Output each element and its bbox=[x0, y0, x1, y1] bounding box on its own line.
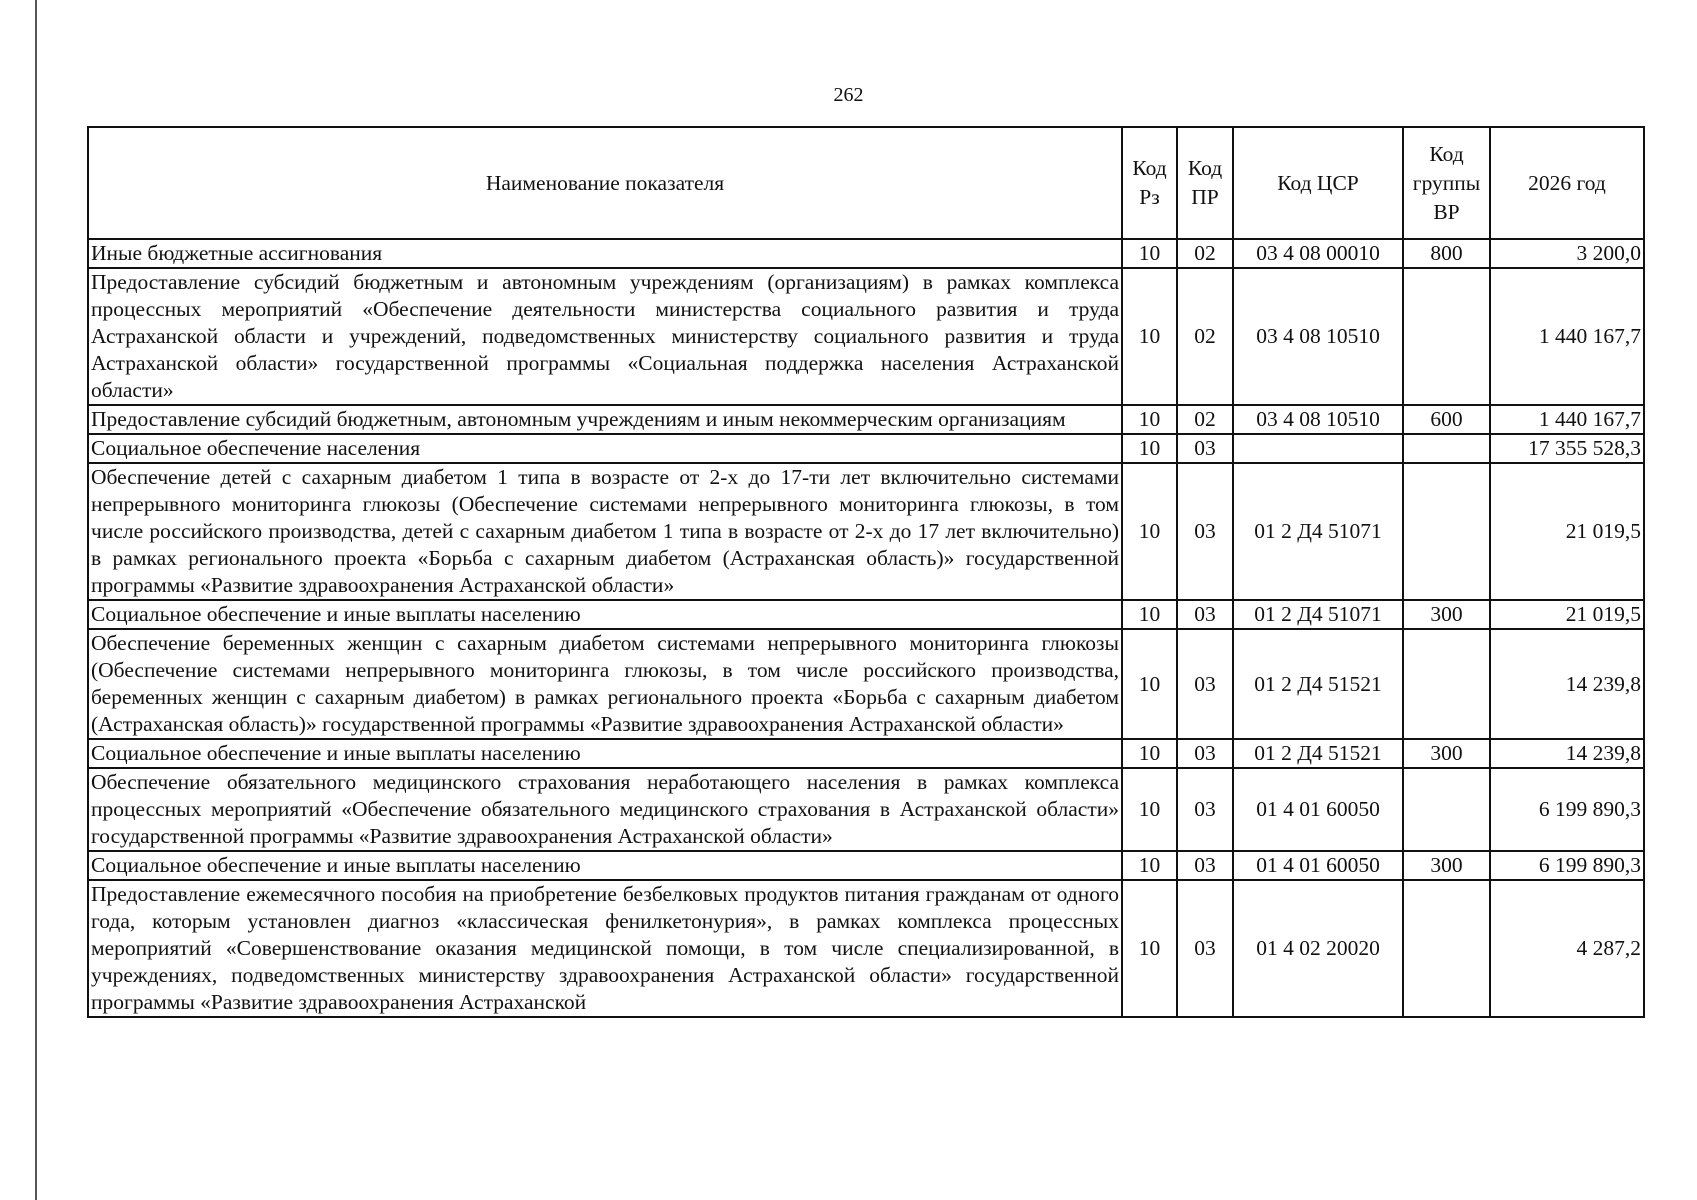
row-name: Обеспечение обязательного медицинского страхования неработающего населения в рамках комплекса процессных мероприятий «Обеспечение обязательного медицинского страхования в Астраханской области» государственной программы «Развитие здравоохранения Астраханской области» bbox=[88, 768, 1122, 851]
row-rz: 10 bbox=[1122, 268, 1177, 405]
table-row bbox=[88, 239, 1644, 268]
row-csr: 01 2 Д4 51521 bbox=[1233, 739, 1403, 768]
row-pr: 03 bbox=[1177, 463, 1233, 600]
row-pr: 03 bbox=[1177, 434, 1233, 463]
row-csr: 01 2 Д4 51071 bbox=[1233, 600, 1403, 629]
header-vr: Код группы ВР bbox=[1403, 127, 1490, 239]
table-row bbox=[88, 880, 1644, 1017]
row-pr: 03 bbox=[1177, 600, 1233, 629]
table-row bbox=[88, 600, 1644, 629]
row-value: 21 019,5 bbox=[1490, 463, 1644, 600]
row-rz: 10 bbox=[1122, 629, 1177, 739]
row-rz: 10 bbox=[1122, 600, 1177, 629]
row-csr: 01 4 01 60050 bbox=[1233, 851, 1403, 880]
row-name: Иные бюджетные ассигнования bbox=[88, 239, 1122, 268]
row-vr bbox=[1403, 463, 1490, 600]
row-vr bbox=[1403, 880, 1490, 1017]
row-pr: 02 bbox=[1177, 239, 1233, 268]
page-number: 262 bbox=[833, 84, 864, 106]
header-rz: Код Рз bbox=[1122, 127, 1177, 239]
table-row bbox=[88, 739, 1644, 768]
row-value: 14 239,8 bbox=[1490, 629, 1644, 739]
row-rz: 10 bbox=[1122, 434, 1177, 463]
row-name: Социальное обеспечение и иные выплаты населению bbox=[88, 739, 1122, 768]
row-pr: 03 bbox=[1177, 880, 1233, 1017]
row-rz: 10 bbox=[1122, 463, 1177, 600]
row-value: 14 239,8 bbox=[1490, 739, 1644, 768]
row-vr: 800 bbox=[1403, 239, 1490, 268]
row-value: 6 199 890,3 bbox=[1490, 768, 1644, 851]
row-rz: 10 bbox=[1122, 851, 1177, 880]
row-name: Обеспечение детей с сахарным диабетом 1 типа в возрасте от 2-х до 17-ти лет включительно системами непрерывного мониторинга глюкозы (Обеспечение системами непрерывного мониторинга глюкозы, в том числе российского производства, детей с сахарным диабетом 1 типа в возрасте от 2-х до 17 лет включительно) в рамках регионального проекта «Борьба с сахарным диабетом (Астраханская область)» государственной программы «Развитие здравоохранения Астраханской области» bbox=[88, 463, 1122, 600]
row-csr bbox=[1233, 434, 1403, 463]
row-pr: 03 bbox=[1177, 768, 1233, 851]
row-csr: 03 4 08 10510 bbox=[1233, 405, 1403, 434]
row-pr: 03 bbox=[1177, 739, 1233, 768]
row-value: 4 287,2 bbox=[1490, 880, 1644, 1017]
row-pr: 03 bbox=[1177, 629, 1233, 739]
table-row bbox=[88, 768, 1644, 851]
row-csr: 01 4 02 20020 bbox=[1233, 880, 1403, 1017]
row-pr: 02 bbox=[1177, 405, 1233, 434]
row-csr: 03 4 08 00010 bbox=[1233, 239, 1403, 268]
row-vr bbox=[1403, 268, 1490, 405]
header-name: Наименование показателя bbox=[88, 127, 1122, 239]
table-row bbox=[88, 405, 1644, 434]
row-value: 1 440 167,7 bbox=[1490, 268, 1644, 405]
header-pr: Код ПР bbox=[1177, 127, 1233, 239]
row-name: Социальное обеспечение и иные выплаты населению bbox=[88, 851, 1122, 880]
row-rz: 10 bbox=[1122, 405, 1177, 434]
row-vr: 300 bbox=[1403, 739, 1490, 768]
row-value: 3 200,0 bbox=[1490, 239, 1644, 268]
row-name: Обеспечение беременных женщин с сахарным диабетом системами непрерывного мониторинга глюкозы (Обеспечение системами непрерывного мониторинга глюкозы, в том числе российского производства, беременных женщин с сахарным диабетом) в рамках регионального проекта «Борьба с сахарным диабетом (Астраханская область)» государственной программы «Развитие здравоохранения Астраханской области» bbox=[88, 629, 1122, 739]
header-csr: Код ЦСР bbox=[1233, 127, 1403, 239]
row-vr: 300 bbox=[1403, 851, 1490, 880]
row-rz: 10 bbox=[1122, 239, 1177, 268]
row-name: Предоставление субсидий бюджетным и автономным учреждениям (организациям) в рамках комплекса процессных мероприятий «Обеспечение деятельности министерства социального развития и труда Астраханской области и учреждений, подведомственных министерству социального развития и труда Астраханской области» государственной программы «Социальная поддержка населения Астраханской области» bbox=[88, 268, 1122, 405]
row-vr bbox=[1403, 434, 1490, 463]
row-value: 21 019,5 bbox=[1490, 600, 1644, 629]
row-csr: 03 4 08 10510 bbox=[1233, 268, 1403, 405]
row-vr: 300 bbox=[1403, 600, 1490, 629]
table-row bbox=[88, 629, 1644, 739]
row-name: Предоставление субсидий бюджетным, автономным учреждениям и иным некоммерческим организациям bbox=[88, 405, 1122, 434]
table-header bbox=[88, 127, 1644, 239]
row-csr: 01 2 Д4 51521 bbox=[1233, 629, 1403, 739]
row-csr: 01 2 Д4 51071 bbox=[1233, 463, 1403, 600]
page-margin-line bbox=[35, 0, 37, 1200]
row-value: 17 355 528,3 bbox=[1490, 434, 1644, 463]
row-rz: 10 bbox=[1122, 880, 1177, 1017]
table-body bbox=[88, 239, 1644, 1017]
row-value: 1 440 167,7 bbox=[1490, 405, 1644, 434]
table-row bbox=[88, 463, 1644, 600]
table-row bbox=[88, 434, 1644, 463]
row-name: Предоставление ежемесячного пособия на приобретение безбелковых продуктов питания гражданам от одного года, которым установлен диагноз «классическая фенилкетонурия», в рамках комплекса процессных мероприятий «Совершенствование оказания медицинской помощи, в том числе специализированной, в учреждениях, подведомственных министерству здравоохранения Астраханской области» государственной программы «Развитие здравоохранения Астраханской bbox=[88, 880, 1122, 1017]
row-rz: 10 bbox=[1122, 768, 1177, 851]
row-rz: 10 bbox=[1122, 739, 1177, 768]
header-row bbox=[88, 127, 1644, 239]
table-row bbox=[88, 851, 1644, 880]
row-csr: 01 4 01 60050 bbox=[1233, 768, 1403, 851]
row-pr: 03 bbox=[1177, 851, 1233, 880]
row-value: 6 199 890,3 bbox=[1490, 851, 1644, 880]
budget-table bbox=[87, 126, 1645, 1018]
header-year: 2026 год bbox=[1490, 127, 1644, 239]
row-vr bbox=[1403, 768, 1490, 851]
row-name: Социальное обеспечение населения bbox=[88, 434, 1122, 463]
row-vr bbox=[1403, 629, 1490, 739]
row-pr: 02 bbox=[1177, 268, 1233, 405]
table-row bbox=[88, 268, 1644, 405]
row-vr: 600 bbox=[1403, 405, 1490, 434]
row-name: Социальное обеспечение и иные выплаты населению bbox=[88, 600, 1122, 629]
